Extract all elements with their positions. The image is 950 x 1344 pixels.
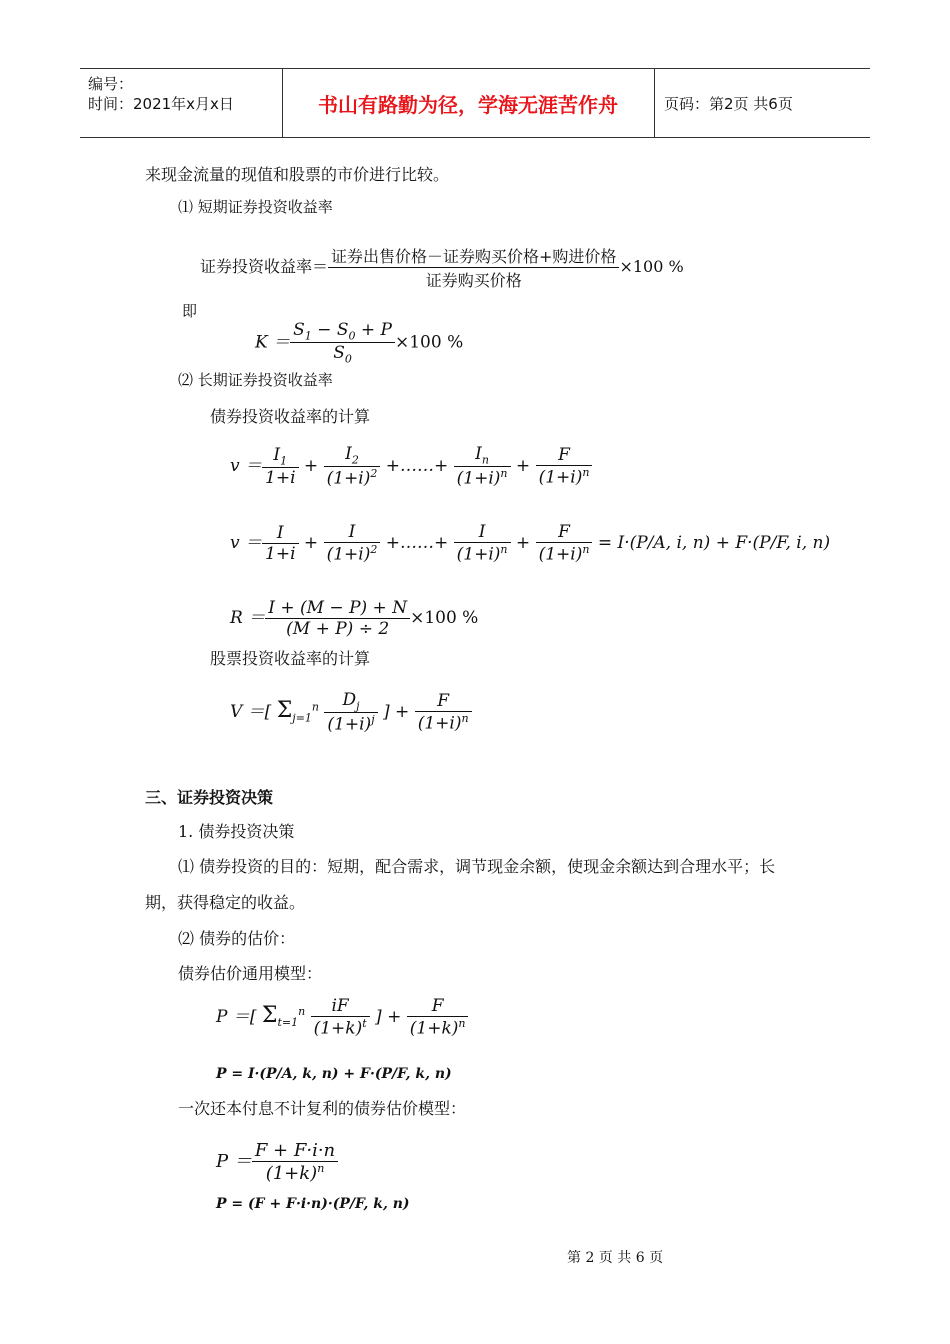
formula-lhs: 证券投资收益率＝ [200, 257, 329, 276]
formula-numerator: 证券出售价格－证券购买价格+购进价格 [328, 244, 619, 268]
header-left-cell [80, 69, 283, 137]
formula-v2: v ＝ $\frac{I}{1+i}$ + $\frac{I}{(1+i)^2}$ +……+ $\frac{I}{(1+i)^n}$ + $\frac{F}{(1+i)^n}$ = I·(P/A, i, n) + F·(P/F, i, n) [230, 522, 831, 565]
header-motto: 书山有路勤为径，学海无涯苦作舟 [282, 69, 655, 137]
page-footer: 第 2 页 共 6 页 [567, 1250, 664, 1266]
formula-k: K ＝ $\frac{S_1 - S_0 + P}{S_0}$ ×100 % [255, 320, 464, 366]
formula-p-single: P ＝ $\frac{F + F\cdot i\cdot n}{(1+k)^n}$ [216, 1140, 338, 1184]
bond-yield-calc: 债券投资收益率的计算 [210, 407, 371, 426]
item-bond-purpose-cont: 期，获得稳定的收益。 [145, 893, 306, 912]
item-bond-purpose: ⑴ 债券投资的目的：短期，配合需求，调节现金余额，使现金余额达到合理水平；长 [178, 857, 776, 876]
section-long-term: ⑵ 长期证券投资收益率 [178, 371, 333, 389]
formula-v1: v ＝ $\frac{I_1}{1+i}$ + $\frac{I_2}{(1+i)^2}$ +……+ $\frac{I_n}{(1+i)^n}$ + $\frac{F}{(1+i)^n}$ [230, 444, 592, 489]
single-model-label: 一次还本付息不计复利的债券估价模型： [178, 1099, 467, 1118]
general-model-label: 债券估价通用模型： [178, 964, 323, 983]
heading-three: 三、证券投资决策 [145, 788, 274, 807]
item-bond-decision: 1. 债券投资决策 [178, 822, 295, 841]
intro-line: 来现金流量的现值和股票的市价进行比较。 [145, 165, 450, 184]
formula-tail: ×100 % [619, 257, 684, 276]
page-header [80, 68, 870, 138]
formula-p-single-factor: P = (F + F·i·n)·(P/F, k, n) [216, 1196, 410, 1212]
time-label: 时间：2021年x月x日 [88, 95, 234, 113]
ji-label: 即 [182, 302, 198, 320]
formula-denominator: 证券购买价格 [425, 271, 522, 290]
section-short-term: ⑴ 短期证券投资收益率 [178, 198, 333, 216]
formula-r: R ＝ $\frac{I + (M - P) + N}{(M + P) \div 2}$ ×100 % [230, 598, 479, 639]
formula-p-general: P ＝[ $\Sigma_{t=1}^n$ $\frac{iF}{(1+k)^t}$ ] + $\frac{F}{(1+k)^n}$ [216, 996, 468, 1039]
header-page-info: 页码：第2页 共6页 [664, 94, 793, 113]
code-label: 编号： [88, 75, 134, 93]
formula-yield-words [200, 244, 684, 291]
item-bond-valuation: ⑵ 债券的估价： [178, 929, 296, 948]
formula-stock-value: V ＝[ $\Sigma_{j=1}^n$ $\frac{D_j}{(1+i)^j}$ ] + $\frac{F}{(1+i)^n}$ [230, 690, 472, 735]
stock-yield-calc: 股票投资收益率的计算 [210, 649, 371, 668]
formula-p-annuity: P = I·(P/A, k, n) + F·(P/F, k, n) [216, 1066, 452, 1082]
